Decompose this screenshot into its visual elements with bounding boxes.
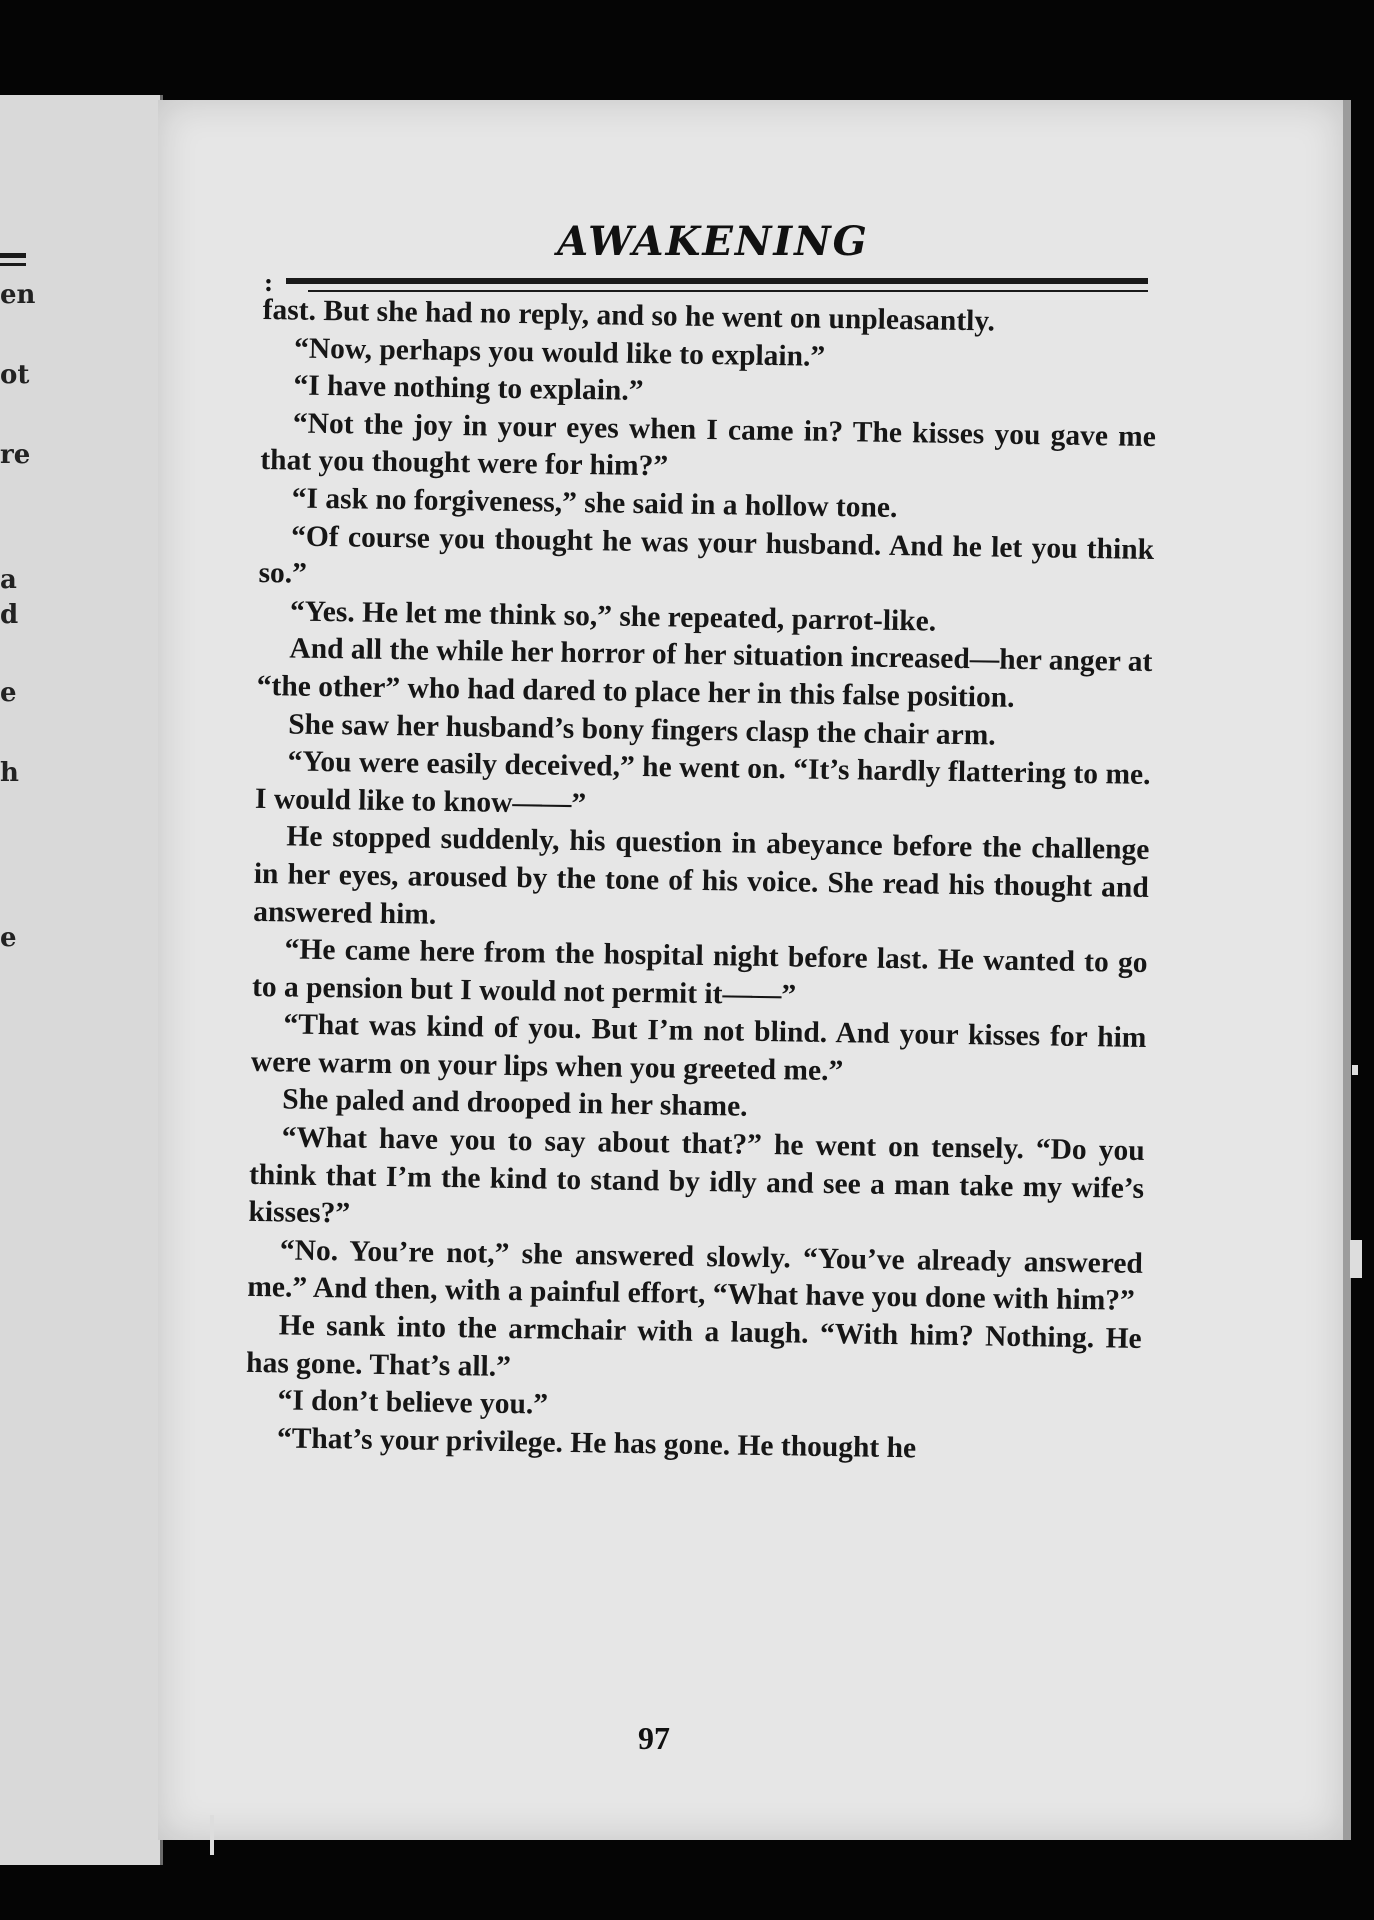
- body-text: [245, 292, 1158, 1471]
- left-page-fragment: h: [0, 758, 19, 788]
- paragraph: He sank into the armchair with a laugh. “With him? Nothing. He has gone. That’s all.”: [245, 1309, 1142, 1383]
- paragraph: “Yes. He let me think so,” she repeated, parrot-like.: [289, 595, 937, 638]
- paragraph: She paled and drooped in her shame.: [282, 1083, 748, 1124]
- paragraph: And all the while her horror of her situation increased—her anger at “the other” who had dared to place her in this false position.: [256, 632, 1153, 714]
- paragraph: She saw her husband’s bony fingers clasp the chair arm.: [287, 707, 996, 752]
- scan-artifact: [1350, 1240, 1362, 1278]
- paragraph: “Not the joy in your eyes when I came in? The kisses you gave me that you thought were for him?”: [260, 407, 1157, 483]
- left-page-edge: [0, 95, 163, 1865]
- header-rule: [286, 278, 1148, 284]
- paragraph: “I ask no forgiveness,” she said in a hollow tone.: [291, 482, 898, 524]
- left-page-fragment: d: [0, 600, 19, 630]
- paragraph: “I have nothing to explain.”: [293, 369, 644, 408]
- running-head: AWAKENING: [557, 218, 869, 265]
- page-header: [264, 218, 1148, 297]
- left-page-fragment: a: [0, 565, 17, 595]
- left-page-fragment: ot: [0, 360, 30, 390]
- header-rule-thin: [308, 290, 1148, 292]
- left-page-fragment: en: [0, 280, 36, 310]
- paragraph: “You were easily deceived,” he went on. “It’s hardly flattering to me. I would like to know——”: [254, 745, 1151, 820]
- left-page-fragment: e: [0, 678, 17, 708]
- paragraph: “Now, perhaps you would like to explain.”: [293, 332, 826, 373]
- header-ornament: :: [264, 268, 273, 297]
- page-number: 97: [638, 1720, 670, 1756]
- paragraph: He stopped suddenly, his question in abeyance before the challenge in her eyes, aroused by the tone of his voice. She read his thought and answered him.: [253, 820, 1150, 931]
- paragraph: “That was kind of you. But I’m not blind. And your kisses for him were warm on your lips when you greeted me.”: [250, 1008, 1147, 1088]
- left-page-fragment: e: [0, 923, 17, 953]
- paragraph: “Of course you thought he was your husband. And he let you think so.”: [258, 520, 1155, 590]
- paragraph: “That’s your privilege. He has gone. He thought he: [276, 1422, 917, 1465]
- paragraph: fast. But she had no reply, and so he went on unpleasantly.: [262, 293, 996, 338]
- paragraph: “I don’t believe you.”: [277, 1384, 549, 1421]
- paragraph: “He came here from the hospital night before last. He wanted to go to a pension but I would not permit it——”: [251, 933, 1148, 1012]
- book-page: [158, 100, 1351, 1840]
- scan-artifact: [1352, 1065, 1358, 1075]
- paragraph: “No. You’re not,” she answered slowly. “You’ve already answered me.” And then, with a painful effort, “What have you done with him?”: [247, 1234, 1144, 1318]
- scan-artifact: [210, 1815, 214, 1855]
- paragraph: “What have you to say about that?” he went on tensely. “Do you think that I’m the kind to stand by idly and see a man take my wife’s kisses?”: [248, 1121, 1145, 1230]
- left-page-rule: [0, 253, 26, 258]
- left-page-rule-thin: [0, 263, 26, 266]
- left-page-fragment: re: [0, 440, 31, 470]
